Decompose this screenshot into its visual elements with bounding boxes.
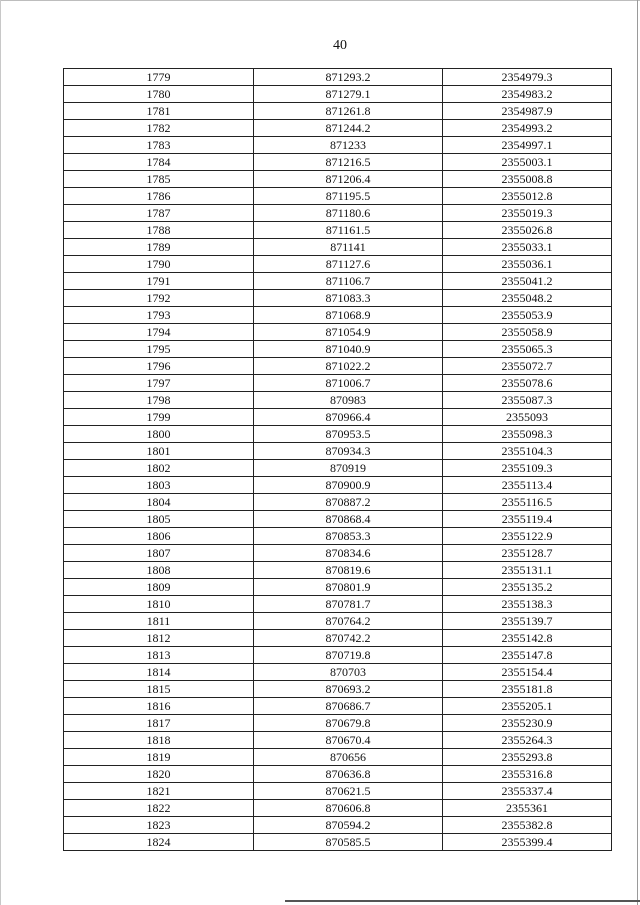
x-coordinate-cell: 871216.5 — [254, 154, 443, 171]
x-coordinate-cell: 871279.1 — [254, 86, 443, 103]
y-coordinate-cell: 2355361 — [443, 800, 612, 817]
table-row — [64, 290, 612, 307]
table-row — [64, 664, 612, 681]
x-coordinate-cell: 871180.6 — [254, 205, 443, 222]
x-coordinate-cell: 871261.8 — [254, 103, 443, 120]
point-number-cell: 1790 — [64, 256, 254, 273]
table-row — [64, 239, 612, 256]
table-row — [64, 256, 612, 273]
point-number-cell: 1799 — [64, 409, 254, 426]
x-coordinate-cell: 870594.2 — [254, 817, 443, 834]
point-number-cell: 1792 — [64, 290, 254, 307]
y-coordinate-cell: 2355293.8 — [443, 749, 612, 766]
point-number-cell: 1789 — [64, 239, 254, 256]
point-number-cell: 1819 — [64, 749, 254, 766]
y-coordinate-cell: 2354987.9 — [443, 103, 612, 120]
page-right-edge — [637, 0, 638, 905]
x-coordinate-cell: 870621.5 — [254, 783, 443, 800]
point-number-cell: 1807 — [64, 545, 254, 562]
x-coordinate-cell: 870953.5 — [254, 426, 443, 443]
x-coordinate-cell: 870656 — [254, 749, 443, 766]
table-row — [64, 766, 612, 783]
y-coordinate-cell: 2355072.7 — [443, 358, 612, 375]
table-row — [64, 426, 612, 443]
point-number-cell: 1824 — [64, 834, 254, 851]
x-coordinate-cell: 871022.2 — [254, 358, 443, 375]
table-row — [64, 154, 612, 171]
y-coordinate-cell: 2355033.1 — [443, 239, 612, 256]
table-row — [64, 749, 612, 766]
x-coordinate-cell: 870670.4 — [254, 732, 443, 749]
y-coordinate-cell: 2354997.1 — [443, 137, 612, 154]
point-number-cell: 1813 — [64, 647, 254, 664]
y-coordinate-cell: 2355131.1 — [443, 562, 612, 579]
x-coordinate-cell: 871083.3 — [254, 290, 443, 307]
point-number-cell: 1820 — [64, 766, 254, 783]
point-number-cell: 1802 — [64, 460, 254, 477]
point-number-cell: 1812 — [64, 630, 254, 647]
x-coordinate-cell: 870719.8 — [254, 647, 443, 664]
x-coordinate-cell: 870686.7 — [254, 698, 443, 715]
table-row — [64, 732, 612, 749]
point-number-cell: 1785 — [64, 171, 254, 188]
y-coordinate-cell: 2355230.9 — [443, 715, 612, 732]
y-coordinate-cell: 2355122.9 — [443, 528, 612, 545]
y-coordinate-cell: 2355119.4 — [443, 511, 612, 528]
table-row — [64, 392, 612, 409]
coordinates-table — [63, 68, 612, 851]
y-coordinate-cell: 2355078.6 — [443, 375, 612, 392]
y-coordinate-cell: 2355382.8 — [443, 817, 612, 834]
table-row — [64, 103, 612, 120]
point-number-cell: 1795 — [64, 341, 254, 358]
table-row — [64, 562, 612, 579]
table-row — [64, 205, 612, 222]
table-row — [64, 613, 612, 630]
point-number-cell: 1780 — [64, 86, 254, 103]
table-row — [64, 375, 612, 392]
x-coordinate-cell: 871054.9 — [254, 324, 443, 341]
x-coordinate-cell: 870781.7 — [254, 596, 443, 613]
point-number-cell: 1782 — [64, 120, 254, 137]
point-number-cell: 1800 — [64, 426, 254, 443]
x-coordinate-cell: 870834.6 — [254, 545, 443, 562]
x-coordinate-cell: 871106.7 — [254, 273, 443, 290]
point-number-cell: 1805 — [64, 511, 254, 528]
y-coordinate-cell: 2355154.4 — [443, 664, 612, 681]
y-coordinate-cell: 2355093 — [443, 409, 612, 426]
point-number-cell: 1784 — [64, 154, 254, 171]
y-coordinate-cell: 2354979.3 — [443, 69, 612, 86]
y-coordinate-cell: 2355205.1 — [443, 698, 612, 715]
point-number-cell: 1801 — [64, 443, 254, 460]
x-coordinate-cell: 870703 — [254, 664, 443, 681]
point-number-cell: 1794 — [64, 324, 254, 341]
y-coordinate-cell: 2355337.4 — [443, 783, 612, 800]
table-row — [64, 511, 612, 528]
point-number-cell: 1787 — [64, 205, 254, 222]
y-coordinate-cell: 2355181.8 — [443, 681, 612, 698]
y-coordinate-cell: 2355012.8 — [443, 188, 612, 205]
table-row — [64, 341, 612, 358]
page-number: 40 — [333, 38, 347, 53]
table-row — [64, 273, 612, 290]
y-coordinate-cell: 2355048.2 — [443, 290, 612, 307]
table-row — [64, 460, 612, 477]
y-coordinate-cell: 2355113.4 — [443, 477, 612, 494]
point-number-cell: 1791 — [64, 273, 254, 290]
table-row — [64, 324, 612, 341]
table-row — [64, 120, 612, 137]
point-number-cell: 1798 — [64, 392, 254, 409]
point-number-cell: 1816 — [64, 698, 254, 715]
table-row — [64, 596, 612, 613]
table-row — [64, 630, 612, 647]
y-coordinate-cell: 2355003.1 — [443, 154, 612, 171]
y-coordinate-cell: 2355041.2 — [443, 273, 612, 290]
y-coordinate-cell: 2355008.8 — [443, 171, 612, 188]
table-row — [64, 409, 612, 426]
point-number-cell: 1786 — [64, 188, 254, 205]
y-coordinate-cell: 2355053.9 — [443, 307, 612, 324]
point-number-cell: 1811 — [64, 613, 254, 630]
table-row — [64, 358, 612, 375]
x-coordinate-cell: 870693.2 — [254, 681, 443, 698]
point-number-cell: 1783 — [64, 137, 254, 154]
x-coordinate-cell: 871040.9 — [254, 341, 443, 358]
x-coordinate-cell: 871233 — [254, 137, 443, 154]
x-coordinate-cell: 871127.6 — [254, 256, 443, 273]
x-coordinate-cell: 871161.5 — [254, 222, 443, 239]
x-coordinate-cell: 870585.5 — [254, 834, 443, 851]
point-number-cell: 1809 — [64, 579, 254, 596]
y-coordinate-cell: 2355316.8 — [443, 766, 612, 783]
point-number-cell: 1817 — [64, 715, 254, 732]
point-number-cell: 1810 — [64, 596, 254, 613]
table-row — [64, 137, 612, 154]
x-coordinate-cell: 870983 — [254, 392, 443, 409]
x-coordinate-cell: 871141 — [254, 239, 443, 256]
y-coordinate-cell: 2354993.2 — [443, 120, 612, 137]
point-number-cell: 1788 — [64, 222, 254, 239]
table-row — [64, 579, 612, 596]
x-coordinate-cell: 870853.3 — [254, 528, 443, 545]
y-coordinate-cell: 2355058.9 — [443, 324, 612, 341]
coordinates-table-body — [64, 69, 612, 851]
table-row — [64, 188, 612, 205]
y-coordinate-cell: 2355147.8 — [443, 647, 612, 664]
page-bottom-edge — [285, 900, 640, 902]
x-coordinate-cell: 870764.2 — [254, 613, 443, 630]
table-row — [64, 817, 612, 834]
y-coordinate-cell: 2355264.3 — [443, 732, 612, 749]
x-coordinate-cell: 871195.5 — [254, 188, 443, 205]
y-coordinate-cell: 2355026.8 — [443, 222, 612, 239]
y-coordinate-cell: 2355128.7 — [443, 545, 612, 562]
table-row — [64, 494, 612, 511]
point-number-cell: 1781 — [64, 103, 254, 120]
x-coordinate-cell: 870819.6 — [254, 562, 443, 579]
x-coordinate-cell: 870606.8 — [254, 800, 443, 817]
y-coordinate-cell: 2355109.3 — [443, 460, 612, 477]
y-coordinate-cell: 2355139.7 — [443, 613, 612, 630]
point-number-cell: 1823 — [64, 817, 254, 834]
point-number-cell: 1796 — [64, 358, 254, 375]
x-coordinate-cell: 870919 — [254, 460, 443, 477]
x-coordinate-cell: 870887.2 — [254, 494, 443, 511]
x-coordinate-cell: 870934.3 — [254, 443, 443, 460]
table-row — [64, 800, 612, 817]
table-row — [64, 86, 612, 103]
table-row — [64, 545, 612, 562]
table-row — [64, 834, 612, 851]
x-coordinate-cell: 870900.9 — [254, 477, 443, 494]
point-number-cell: 1815 — [64, 681, 254, 698]
point-number-cell: 1822 — [64, 800, 254, 817]
x-coordinate-cell: 871293.2 — [254, 69, 443, 86]
x-coordinate-cell: 870636.8 — [254, 766, 443, 783]
table-row — [64, 528, 612, 545]
x-coordinate-cell: 870801.9 — [254, 579, 443, 596]
x-coordinate-cell: 871068.9 — [254, 307, 443, 324]
point-number-cell: 1779 — [64, 69, 254, 86]
y-coordinate-cell: 2355138.3 — [443, 596, 612, 613]
y-coordinate-cell: 2355399.4 — [443, 834, 612, 851]
page-top-edge — [0, 0, 640, 1]
x-coordinate-cell: 871244.2 — [254, 120, 443, 137]
point-number-cell: 1803 — [64, 477, 254, 494]
table-row — [64, 443, 612, 460]
x-coordinate-cell: 870679.8 — [254, 715, 443, 732]
table-row — [64, 69, 612, 86]
point-number-cell: 1797 — [64, 375, 254, 392]
table-row — [64, 222, 612, 239]
table-row — [64, 698, 612, 715]
table-row — [64, 681, 612, 698]
y-coordinate-cell: 2355142.8 — [443, 630, 612, 647]
table-row — [64, 783, 612, 800]
y-coordinate-cell: 2355087.3 — [443, 392, 612, 409]
x-coordinate-cell: 871206.4 — [254, 171, 443, 188]
table-row — [64, 715, 612, 732]
table-row — [64, 171, 612, 188]
x-coordinate-cell: 870966.4 — [254, 409, 443, 426]
y-coordinate-cell: 2354983.2 — [443, 86, 612, 103]
point-number-cell: 1821 — [64, 783, 254, 800]
x-coordinate-cell: 870868.4 — [254, 511, 443, 528]
point-number-cell: 1806 — [64, 528, 254, 545]
point-number-cell: 1804 — [64, 494, 254, 511]
table-row — [64, 477, 612, 494]
y-coordinate-cell: 2355104.3 — [443, 443, 612, 460]
point-number-cell: 1808 — [64, 562, 254, 579]
y-coordinate-cell: 2355098.3 — [443, 426, 612, 443]
y-coordinate-cell: 2355036.1 — [443, 256, 612, 273]
table-row — [64, 307, 612, 324]
page-left-edge — [0, 0, 1, 905]
y-coordinate-cell: 2355065.3 — [443, 341, 612, 358]
point-number-cell: 1818 — [64, 732, 254, 749]
table-row — [64, 647, 612, 664]
y-coordinate-cell: 2355135.2 — [443, 579, 612, 596]
y-coordinate-cell: 2355116.5 — [443, 494, 612, 511]
point-number-cell: 1793 — [64, 307, 254, 324]
y-coordinate-cell: 2355019.3 — [443, 205, 612, 222]
point-number-cell: 1814 — [64, 664, 254, 681]
x-coordinate-cell: 871006.7 — [254, 375, 443, 392]
x-coordinate-cell: 870742.2 — [254, 630, 443, 647]
